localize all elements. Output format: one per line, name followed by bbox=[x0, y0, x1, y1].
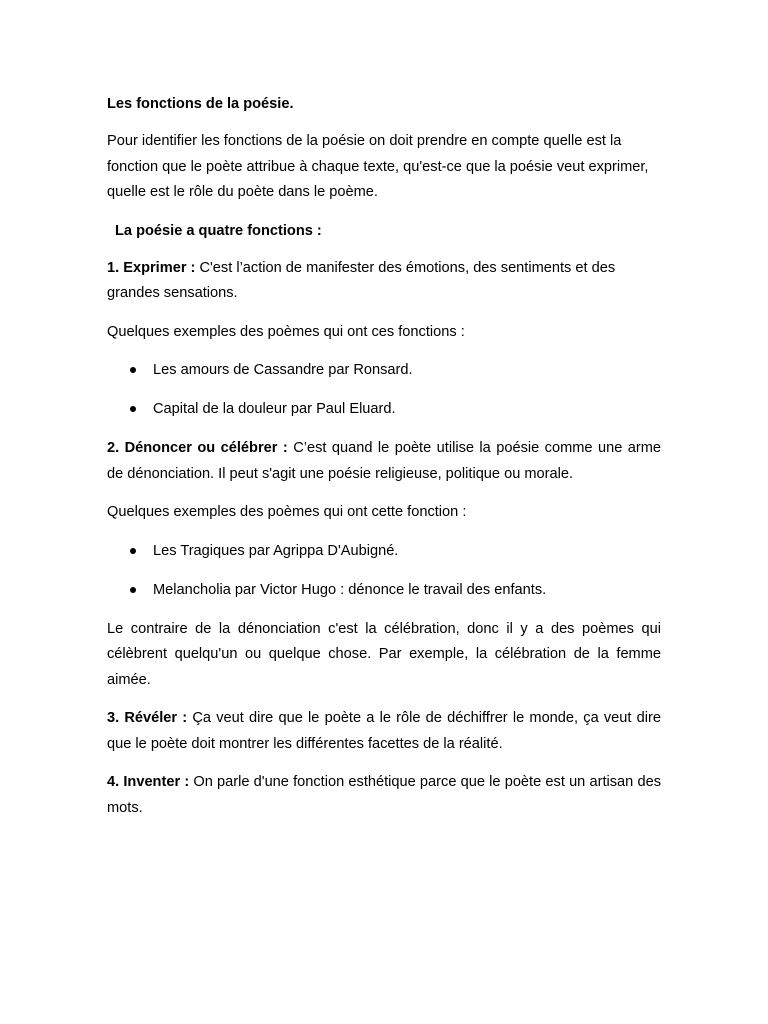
section-label: 2. Dénoncer ou célébrer : bbox=[107, 440, 288, 456]
examples-intro: Quelques exemples des poèmes qui ont cette fonction : bbox=[107, 504, 467, 520]
section-text: C’est quand le poète utilise la poésie comme une arme de dénonciation. Il peut s'agit une poésie religieuse, politique ou morale. bbox=[107, 440, 662, 482]
list-item-text: Melancholia par Victor Hugo : dénonce le travail des enfants. bbox=[153, 581, 547, 598]
list-item bbox=[107, 397, 661, 421]
examples-intro: Quelques exemples des poèmes qui ont ces fonctions : bbox=[107, 323, 465, 340]
bullet-icon bbox=[130, 548, 136, 554]
section-inventer bbox=[107, 770, 661, 821]
section-text: On parle d'une fonction esthétique parce que le poète est un artisan des mots. bbox=[107, 774, 662, 816]
list-item bbox=[107, 358, 661, 382]
list-item bbox=[107, 578, 661, 602]
functions-subheading: La poésie a quatre fonctions : bbox=[115, 222, 322, 239]
section-text: Ça veut dire que le poète a le rôle de déchiffrer le monde, ça veut dire que le poète doit montrer les différentes facettes de la réalité. bbox=[107, 710, 661, 752]
list-item bbox=[107, 539, 661, 563]
section-reveler bbox=[107, 706, 661, 757]
intro-paragraph: Pour identifier les fonctions de la poésie on doit prendre en compte quelle est la fonction que le poète attribue à chaque texte, qu'est-ce que la poésie veut exprimer, quelle est le rôle du poète dans le poème. bbox=[107, 133, 649, 200]
section-denoncer bbox=[107, 436, 661, 487]
list-item-text: Les Tragiques par Agrippa D'Aubigné. bbox=[153, 542, 399, 559]
list-item-text: Les amours de Cassandre par Ronsard. bbox=[153, 362, 413, 378]
list-item-text: Capital de la douleur par Paul Eluard. bbox=[153, 401, 396, 417]
celebration-paragraph: Le contraire de la dénonciation c'est la célébration, donc il y a des poèmes qui célèbrent quelqu'un ou quelque chose. Par exemple, la célébration de la femme aimée. bbox=[107, 620, 661, 688]
section-exprimer bbox=[107, 256, 661, 307]
section-label: 3. Révéler : bbox=[107, 710, 188, 726]
section-text: C'est l’action de manifester des émotions, des sentiments et des grandes sensations. bbox=[107, 259, 616, 301]
bullet-icon bbox=[130, 406, 136, 412]
document-title: Les fonctions de la poésie. bbox=[107, 96, 294, 112]
bullet-icon bbox=[130, 587, 136, 593]
examples-list-1 bbox=[107, 358, 661, 421]
bullet-icon bbox=[130, 367, 136, 373]
examples-list-2 bbox=[107, 539, 661, 602]
section-label: 4. Inventer : bbox=[107, 774, 190, 790]
section-label: 1. Exprimer : bbox=[107, 259, 196, 276]
